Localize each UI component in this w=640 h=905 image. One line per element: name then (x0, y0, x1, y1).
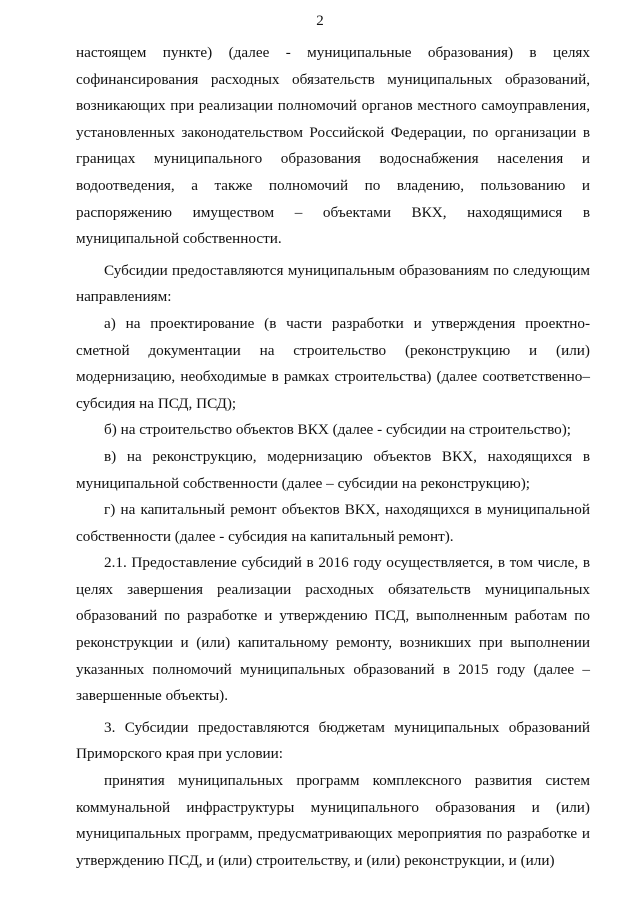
paragraph-directions-intro: Субсидии предоставляются муниципальным образованиям по следующим направлениям: (76, 261, 590, 306)
paragraph-2-1: 2.1. Предоставление субсидий в 2016 году осуществляется, в том числе, в целях завершения реализации расходных обязательств муниципальных образований по разработке и утверждению ПСД, выполненным работам по реконструкции и (или) капитальному ремонту, возникших при выполнении указанных полномочий муниципальных образований в 2015 году (далее – завершенные объекты). (76, 554, 590, 705)
paragraph-item-a: а) на проектирование (в части разработки и утверждения проектно-сметной документации на строительство (реконструкцию и (или) модернизацию, необходимые в рамках строительства) (далее соответственно– субсидия на ПСД, ПСД); (76, 314, 590, 412)
paragraph-item-g: г) на капитальный ремонт объектов ВКХ, находящихся в муниципальной собственности (далее - субсидия на капитальный ремонт). (76, 501, 590, 545)
paragraph-continuation: настоящем пункте) (далее - муниципальные образования) в целях софинансирования расходных обязательств муниципальных образований, возникающих при реализации полномочий органов местного самоуправления, установленных законодательством Российской Федерации, по организации в границах муниципального образования водоснабжения населения и водоотведения, а также полномочий по владению, пользованию и распоряжению имуществом – объектами ВКХ, находящимися в муниципальной собственности. (76, 44, 590, 248)
page-number: 2 (316, 13, 324, 29)
paragraph-condition: принятия муниципальных программ комплексного развития систем коммунальной инфраструктуры муниципального образования и (или) муниципальных программ, предусматривающих мероприятия по разработке и утверждению ПСД, и (или) строительству, и (или) реконструкции, и (или) (76, 772, 590, 869)
paragraph-item-b: б) на строительство объектов ВКХ (далее - субсидии на строительство); (104, 421, 572, 439)
paragraph-item-v: в) на реконструкцию, модернизацию объектов ВКХ, находящихся в муниципальной собственности (далее – субсидии на реконструкцию); (76, 447, 590, 492)
paragraph-3: 3. Субсидии предоставляются бюджетам муниципальных образований Приморского края при условии: (76, 718, 590, 763)
document-body (76, 40, 590, 874)
